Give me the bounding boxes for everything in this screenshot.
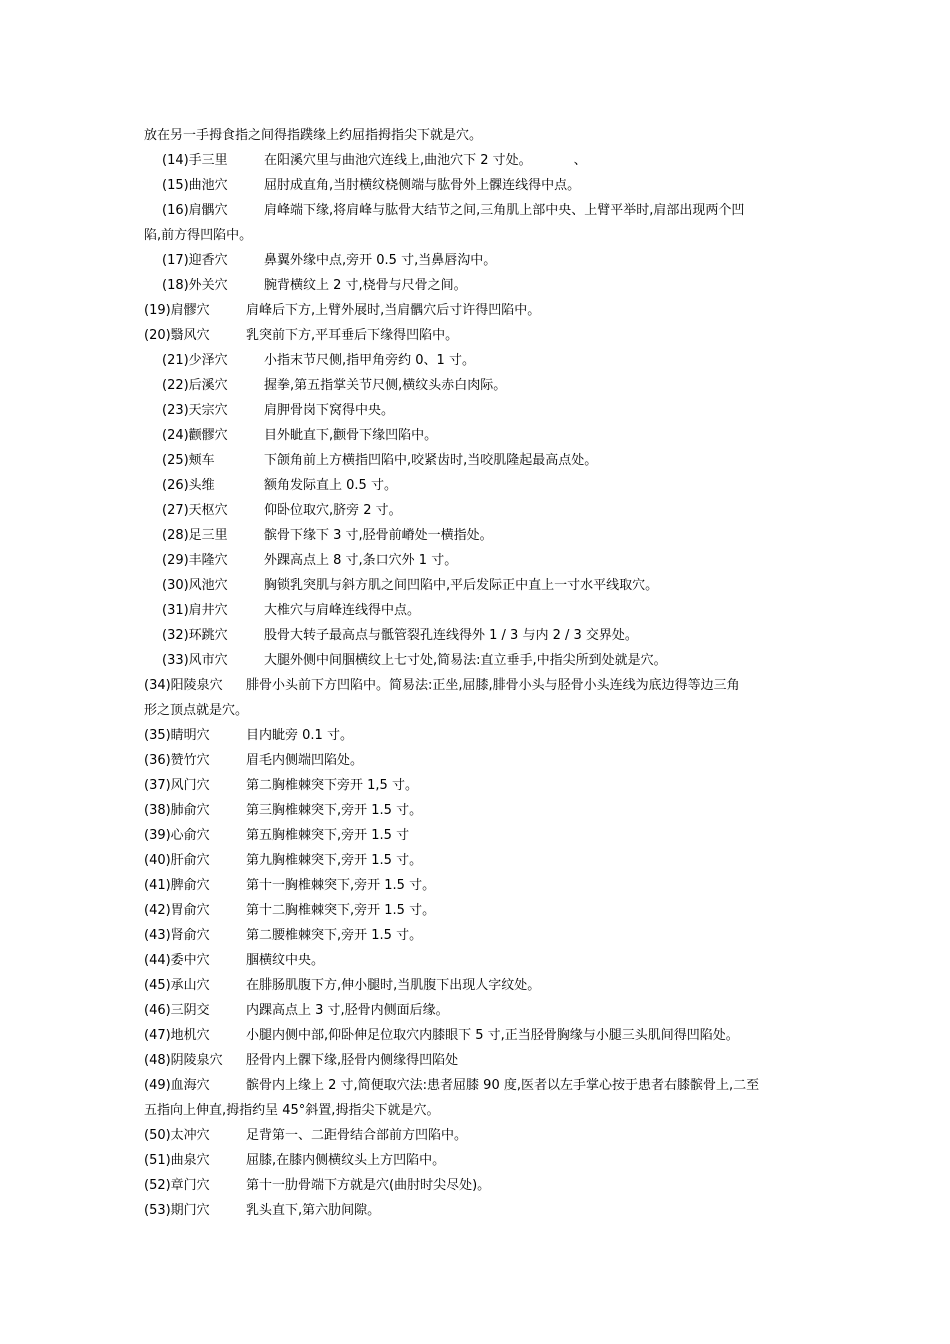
continuation-line bbox=[144, 228, 824, 244]
acupoint-description: 足背第一、二距骨结合部前方凹陷中。 bbox=[246, 1128, 468, 1143]
acupoint-entry bbox=[162, 278, 842, 294]
acupoint-description: 股骨大转子最高点与骶管裂孔连线得外 1 / 3 与内 2 / 3 交界处。 bbox=[264, 628, 638, 643]
acupoint-description: 髌骨下缘下 3 寸,胫骨前嵴处一横指处。 bbox=[264, 528, 493, 543]
acupoint-entry bbox=[144, 728, 824, 744]
acupoint-entry bbox=[162, 578, 842, 594]
acupoint-name: (18)外关穴 bbox=[162, 278, 228, 293]
acupoint-entry bbox=[162, 528, 842, 544]
acupoint-name: (46)三阴交 bbox=[144, 1003, 210, 1018]
acupoint-name: (49)血海穴 bbox=[144, 1078, 210, 1093]
acupoint-entry bbox=[162, 628, 842, 644]
acupoint-description: 腓骨小头前下方凹陷中。简易法:正坐,屈膝,腓骨小头与胫骨小头连线为底边得等边三角 bbox=[246, 678, 740, 693]
acupoint-name: (25)颊车 bbox=[162, 453, 215, 468]
acupoint-description: 第二腰椎棘突下,旁开 1.5 寸。 bbox=[246, 928, 423, 943]
acupoint-name: (42)胃俞穴 bbox=[144, 903, 210, 918]
acupoint-entry bbox=[144, 1078, 824, 1094]
acupoint-description: 仰卧位取穴,脐旁 2 寸。 bbox=[264, 503, 402, 518]
acupoint-entry bbox=[144, 303, 824, 319]
acupoint-description: 髌骨内上缘上 2 寸,简便取穴法:患者屈膝 90 度,医者以左手掌心按于患者右膝髌骨上,二至 bbox=[246, 1078, 760, 1093]
acupoint-name: (28)足三里 bbox=[162, 528, 228, 543]
acupoint-name: (41)脾俞穴 bbox=[144, 878, 210, 893]
acupoint-entry bbox=[144, 853, 824, 869]
acupoint-entry bbox=[162, 503, 842, 519]
acupoint-name: (52)章门穴 bbox=[144, 1178, 210, 1193]
acupoint-name: (48)阴陵泉穴 bbox=[144, 1053, 223, 1068]
acupoint-description: 小指末节尺侧,指甲角旁约 0、1 寸。 bbox=[264, 353, 475, 368]
acupoint-name: (15)曲池穴 bbox=[162, 178, 228, 193]
acupoint-name: (24)颧髎穴 bbox=[162, 428, 228, 443]
acupoint-name: (22)后溪穴 bbox=[162, 378, 228, 393]
acupoint-name: (44)委中穴 bbox=[144, 953, 210, 968]
acupoint-description: 大椎穴与肩峰连线得中点。 bbox=[264, 603, 421, 618]
acupoint-description: 在阳溪穴里与曲池穴连线上,曲池穴下 2 寸处。 bbox=[264, 153, 532, 168]
acupoint-entry bbox=[144, 1003, 824, 1019]
acupoint-entry bbox=[162, 553, 842, 569]
continuation-text: 陷,前方得凹陷中。 bbox=[144, 228, 253, 243]
acupoint-entry bbox=[144, 1153, 824, 1169]
acupoint-entry bbox=[162, 178, 842, 194]
acupoint-description: 下颌角前上方横指凹陷中,咬紧齿时,当咬肌隆起最高点处。 bbox=[264, 453, 598, 468]
acupoint-entry bbox=[162, 453, 842, 469]
continuation-text: 形之顶点就是穴。 bbox=[144, 703, 249, 718]
acupoint-description: 肩胛骨岗下窝得中央。 bbox=[264, 403, 395, 418]
acupoint-description: 腘横纹中央。 bbox=[246, 953, 325, 968]
acupoint-name: (19)肩髎穴 bbox=[144, 303, 210, 318]
acupoint-description: 目内眦旁 0.1 寸。 bbox=[246, 728, 353, 743]
acupoint-description: 在腓肠肌腹下方,伸小腿时,当肌腹下出现人字纹处。 bbox=[246, 978, 541, 993]
acupoint-description: 屈肘成直角,当肘横纹桡侧端与肱骨外上髁连线得中点。 bbox=[264, 178, 581, 193]
acupoint-name: (37)风门穴 bbox=[144, 778, 210, 793]
acupoint-entry bbox=[162, 428, 842, 444]
acupoint-description: 胸锁乳突肌与斜方肌之间凹陷中,平后发际正中直上一寸水平线取穴。 bbox=[264, 578, 659, 593]
acupoint-description: 鼻翼外缘中点,旁开 0.5 寸,当鼻唇沟中。 bbox=[264, 253, 497, 268]
acupoint-description: 内踝高点上 3 寸,胫骨内侧面后缘。 bbox=[246, 1003, 449, 1018]
acupoint-entry bbox=[144, 1028, 824, 1044]
acupoint-entry bbox=[162, 378, 842, 394]
acupoint-entry bbox=[144, 778, 824, 794]
acupoint-description: 额角发际直上 0.5 寸。 bbox=[264, 478, 397, 493]
acupoint-entry bbox=[162, 603, 842, 619]
acupoint-description: 乳头直下,第六肋间隙。 bbox=[246, 1203, 381, 1218]
acupoint-entry bbox=[144, 928, 824, 944]
acupoint-description: 肩峰后下方,上臂外展时,当肩髃穴后寸许得凹陷中。 bbox=[246, 303, 541, 318]
acupoint-description: 目外眦直下,颧骨下缘凹陷中。 bbox=[264, 428, 438, 443]
acupoint-name: (29)丰隆穴 bbox=[162, 553, 228, 568]
acupoint-entry bbox=[144, 1053, 824, 1069]
acupoint-description: 眉毛内侧端凹陷处。 bbox=[246, 753, 364, 768]
acupoint-name: (35)睛明穴 bbox=[144, 728, 210, 743]
acupoint-name: (30)风池穴 bbox=[162, 578, 228, 593]
acupoint-entry bbox=[144, 953, 824, 969]
acupoint-entry bbox=[162, 203, 842, 219]
acupoint-description: 屈膝,在膝内侧横纹头上方凹陷中。 bbox=[246, 1153, 446, 1168]
continuation-text: 放在另一手拇食指之间得指蹼缘上约屈指拇指尖下就是穴。 bbox=[144, 128, 483, 143]
acupoint-entry bbox=[162, 353, 842, 369]
acupoint-entry bbox=[144, 878, 824, 894]
acupoint-name: (21)少泽穴 bbox=[162, 353, 228, 368]
continuation-text: 五指向上伸直,拇指约呈 45°斜置,拇指尖下就是穴。 bbox=[144, 1103, 440, 1118]
acupoint-name: (27)天枢穴 bbox=[162, 503, 228, 518]
acupoint-name: (45)承山穴 bbox=[144, 978, 210, 993]
acupoint-description: 肩峰端下缘,将肩峰与肱骨大结节之间,三角肌上部中央、上臂平举时,肩部出现两个凹 bbox=[264, 203, 745, 218]
stray-mark: 、 bbox=[573, 153, 587, 168]
acupoint-name: (16)肩髃穴 bbox=[162, 203, 228, 218]
acupoint-name: (38)肺俞穴 bbox=[144, 803, 210, 818]
acupoint-name: (34)阳陵泉穴 bbox=[144, 678, 223, 693]
acupoint-description: 第十一胸椎棘突下,旁开 1.5 寸。 bbox=[246, 878, 436, 893]
acupoint-name: (20)翳风穴 bbox=[144, 328, 210, 343]
acupoint-name: (50)太冲穴 bbox=[144, 1128, 210, 1143]
acupoint-entry bbox=[144, 678, 824, 694]
acupoint-name: (32)环跳穴 bbox=[162, 628, 228, 643]
acupoint-description: 第二胸椎棘突下旁开 1,5 寸。 bbox=[246, 778, 418, 793]
acupoint-entry bbox=[144, 803, 824, 819]
acupoint-entry bbox=[144, 1203, 824, 1219]
continuation-line bbox=[144, 128, 824, 144]
acupoint-name: (47)地机穴 bbox=[144, 1028, 210, 1043]
acupoint-description: 外踝高点上 8 寸,条口穴外 1 寸。 bbox=[264, 553, 458, 568]
acupoint-entry bbox=[144, 753, 824, 769]
acupoint-name: (14)手三里 bbox=[162, 153, 228, 168]
continuation-line bbox=[144, 1103, 824, 1119]
acupoint-entry bbox=[162, 478, 842, 494]
acupoint-entry bbox=[162, 653, 842, 669]
acupoint-name: (53)期门穴 bbox=[144, 1203, 210, 1218]
acupoint-entry bbox=[162, 253, 842, 269]
acupoint-description: 第十一肋骨端下方就是穴(曲肘时尖尽处)。 bbox=[246, 1178, 491, 1193]
continuation-line bbox=[144, 703, 824, 719]
acupoint-name: (26)头维 bbox=[162, 478, 215, 493]
acupoint-entry bbox=[144, 978, 824, 994]
acupoint-name: (51)曲泉穴 bbox=[144, 1153, 210, 1168]
acupoint-name: (33)风市穴 bbox=[162, 653, 228, 668]
acupoint-name: (39)心俞穴 bbox=[144, 828, 210, 843]
acupoint-description: 胫骨内上髁下缘,胫骨内侧缘得凹陷处 bbox=[246, 1053, 459, 1068]
acupoint-description: 腕背横纹上 2 寸,桡骨与尺骨之间。 bbox=[264, 278, 467, 293]
acupoint-name: (43)肾俞穴 bbox=[144, 928, 210, 943]
acupoint-name: (40)肝俞穴 bbox=[144, 853, 210, 868]
acupoint-description: 小腿内侧中部,仰卧伸足位取穴内膝眼下 5 寸,正当胫骨胸缘与小腿三头肌间得凹陷处。 bbox=[246, 1028, 739, 1043]
acupoint-description: 握拳,第五指掌关节尺侧,横纹头赤白肉际。 bbox=[264, 378, 507, 393]
acupoint-description: 第五胸椎棘突下,旁开 1.5 寸 bbox=[246, 828, 410, 843]
acupoint-name: (31)肩井穴 bbox=[162, 603, 228, 618]
acupoint-entry bbox=[144, 328, 824, 344]
acupoint-entry bbox=[162, 153, 842, 169]
acupoint-description: 第三胸椎棘突下,旁开 1.5 寸。 bbox=[246, 803, 423, 818]
acupoint-description: 大腿外侧中间腘横纹上七寸处,简易法:直立垂手,中指尖所到处就是穴。 bbox=[264, 653, 667, 668]
acupoint-entry bbox=[144, 1178, 824, 1194]
acupoint-entry bbox=[144, 1128, 824, 1144]
acupoint-entry bbox=[144, 903, 824, 919]
acupoint-name: (36)赞竹穴 bbox=[144, 753, 210, 768]
acupoint-description: 第九胸椎棘突下,旁开 1.5 寸。 bbox=[246, 853, 423, 868]
acupoint-entry bbox=[162, 403, 842, 419]
acupoint-entry bbox=[144, 828, 824, 844]
acupoint-description: 乳突前下方,平耳垂后下缘得凹陷中。 bbox=[246, 328, 459, 343]
acupoint-description: 第十二胸椎棘突下,旁开 1.5 寸。 bbox=[246, 903, 436, 918]
acupoint-name: (17)迎香穴 bbox=[162, 253, 228, 268]
acupoint-name: (23)天宗穴 bbox=[162, 403, 228, 418]
